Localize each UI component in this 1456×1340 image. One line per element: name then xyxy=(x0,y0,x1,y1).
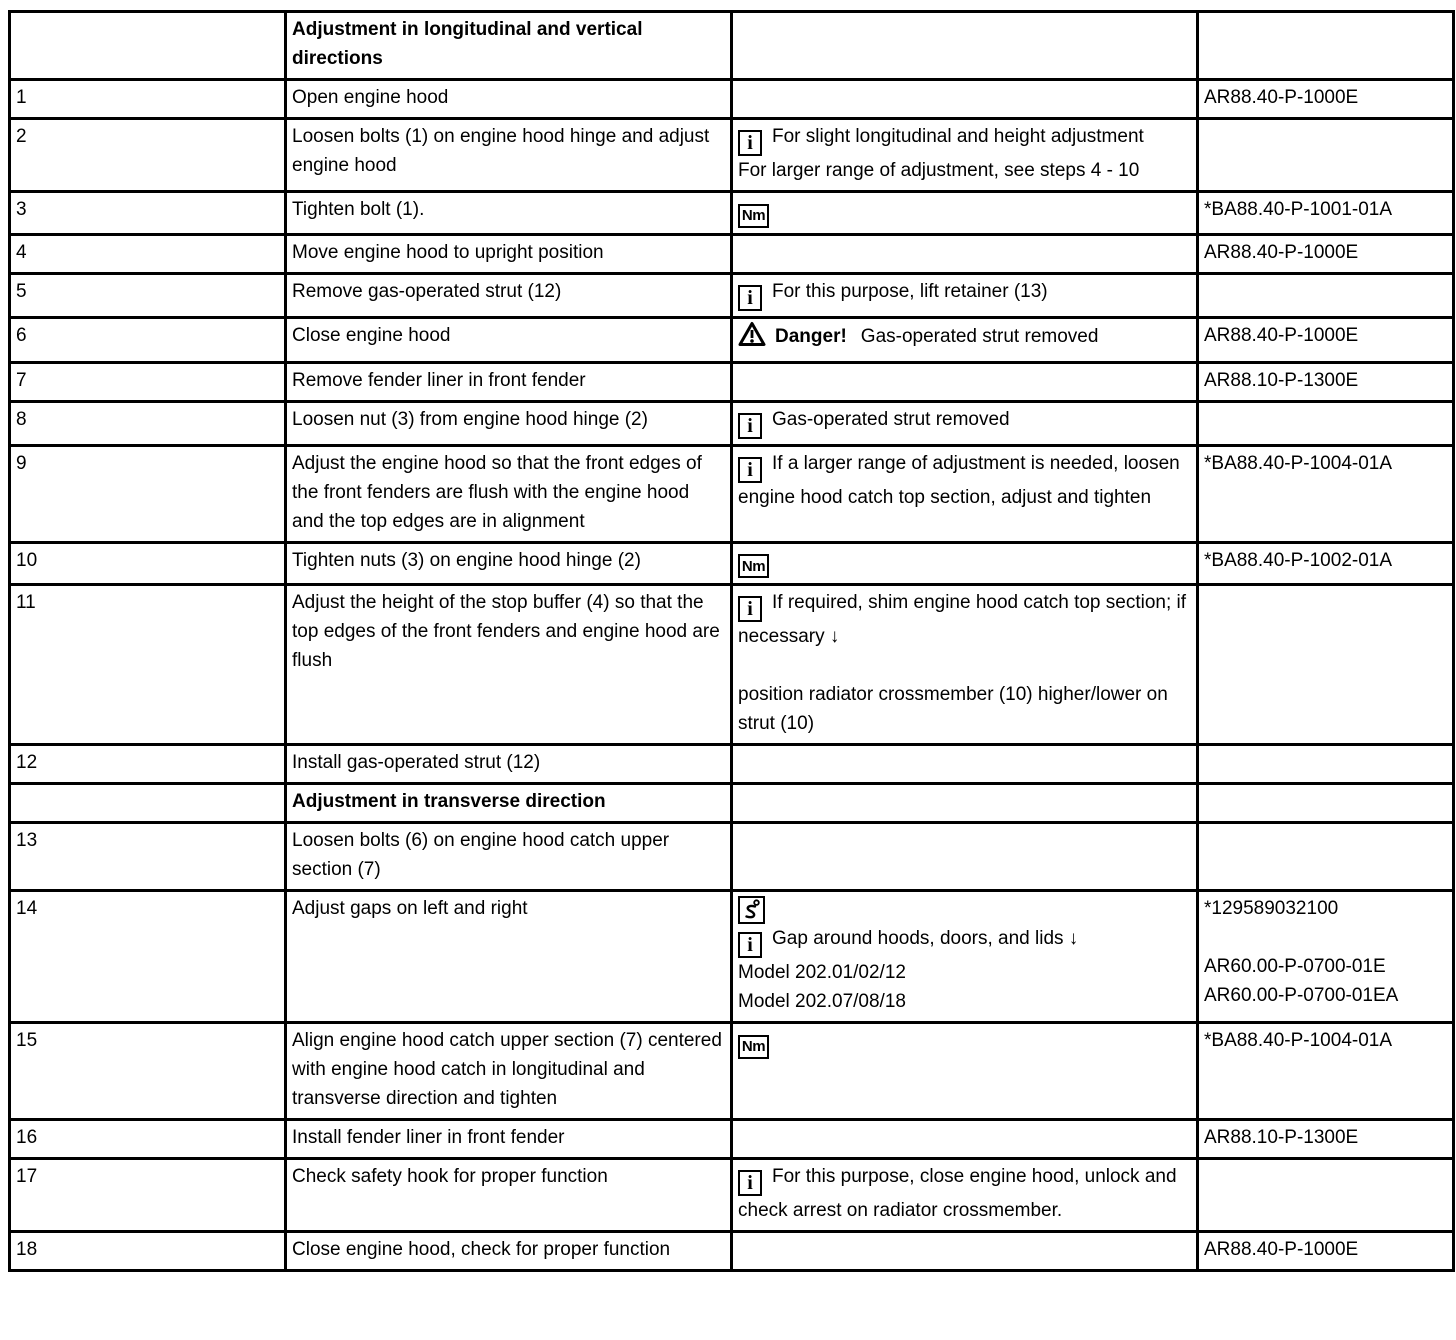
notes-cell xyxy=(732,585,1198,745)
notes-cell xyxy=(732,1232,1198,1271)
reference-cell xyxy=(1198,192,1454,235)
step-row xyxy=(10,1120,1454,1159)
notes-cell xyxy=(732,401,1198,445)
notes-cell xyxy=(732,1159,1198,1232)
step-number-cell: 12 xyxy=(10,745,286,784)
step-number-cell: 10 xyxy=(10,542,286,585)
step-row xyxy=(10,80,1454,119)
step-description-cell: Tighten bolt (1). xyxy=(286,192,732,235)
step-number-cell: 5 xyxy=(10,273,286,317)
reference-cell xyxy=(1198,445,1454,542)
reference-cell xyxy=(1198,12,1454,80)
step-row xyxy=(10,362,1454,401)
doc-reference: AR60.00-P-0700-01EA xyxy=(1204,985,1399,1006)
reference-cell xyxy=(1198,1023,1454,1120)
info-icon: i xyxy=(738,932,762,958)
reference-cell xyxy=(1198,119,1454,192)
note-line xyxy=(738,958,1190,987)
reference-cell xyxy=(1198,891,1454,1023)
note-line xyxy=(738,449,1190,512)
step-number-cell: 17 xyxy=(10,1159,286,1232)
reference-cell xyxy=(1198,745,1454,784)
reference-cell xyxy=(1198,784,1454,823)
doc-reference: AR88.40-P-1000E xyxy=(1204,324,1359,346)
doc-reference: AR88.10-P-1300E xyxy=(1204,1127,1359,1148)
step-description-cell: Align engine hood catch upper section (7) centered with engine hood catch in longitudinal and transverse direction and tighten xyxy=(286,1023,732,1120)
note-text: If required, shim engine hood catch top section; if necessary ↓ xyxy=(738,592,1187,647)
note-line xyxy=(738,651,1190,680)
notes-cell xyxy=(732,12,1198,80)
note-text: If a larger range of adjustment is needed, loosen engine hood catch top section, adjust and tighten xyxy=(738,452,1180,508)
doc-reference: *BA88.40-P-1004-01A xyxy=(1204,1030,1393,1051)
reference-cell xyxy=(1198,823,1454,891)
torque-nm-icon: Nm xyxy=(738,554,769,578)
step-number-cell: 6 xyxy=(10,317,286,362)
note-line xyxy=(738,924,1190,958)
note-line xyxy=(738,1162,1190,1225)
step-row xyxy=(10,745,1454,784)
reference-cell xyxy=(1198,1159,1454,1232)
note-line xyxy=(738,195,1190,228)
special-tool-icon xyxy=(738,896,765,924)
note-text: For this purpose, close engine hood, unlock and check arrest on radiator crossmember. xyxy=(738,1166,1177,1221)
notes-cell xyxy=(732,891,1198,1023)
notes-cell xyxy=(732,317,1198,362)
step-row xyxy=(10,1159,1454,1232)
info-icon: i xyxy=(738,130,762,156)
step-row xyxy=(10,445,1454,542)
note-line xyxy=(738,1026,1190,1059)
notes-cell xyxy=(732,234,1198,273)
step-row xyxy=(10,1232,1454,1271)
step-number-cell: 8 xyxy=(10,401,286,445)
reference-cell xyxy=(1198,401,1454,445)
step-number-cell: 11 xyxy=(10,585,286,745)
note-line xyxy=(738,546,1190,579)
step-description-cell: Install gas-operated strut (12) xyxy=(286,745,732,784)
reference-cell xyxy=(1198,542,1454,585)
doc-reference: *129589032100 xyxy=(1204,898,1339,919)
step-number-cell: 13 xyxy=(10,823,286,891)
torque-nm-icon: Nm xyxy=(738,204,769,228)
notes-cell xyxy=(732,362,1198,401)
note-line xyxy=(738,894,1190,924)
note-text: For larger range of adjustment, see steps 4 - 10 xyxy=(738,160,1140,181)
note-line xyxy=(738,588,1190,651)
notes-cell xyxy=(732,823,1198,891)
note-text: For slight longitudinal and height adjustment xyxy=(772,126,1144,147)
notes-cell xyxy=(732,119,1198,192)
step-number-cell: 18 xyxy=(10,1232,286,1271)
step-row xyxy=(10,823,1454,891)
reference-cell xyxy=(1198,273,1454,317)
procedure-table-body xyxy=(10,12,1454,1271)
note-text: Model 202.01/02/12 xyxy=(738,962,906,983)
notes-cell xyxy=(732,1023,1198,1120)
notes-cell xyxy=(732,192,1198,235)
note-line xyxy=(738,405,1190,439)
section-header-row xyxy=(10,784,1454,823)
info-icon: i xyxy=(738,1170,762,1196)
note-text: Gap around hoods, doors, and lids ↓ xyxy=(772,928,1079,949)
reference-cell xyxy=(1198,234,1454,273)
note-text: Model 202.07/08/18 xyxy=(738,991,906,1012)
step-number-cell: 7 xyxy=(10,362,286,401)
reference-cell xyxy=(1198,1120,1454,1159)
doc-reference: *BA88.40-P-1002-01A xyxy=(1204,549,1393,571)
step-description-cell: Remove gas-operated strut (12) xyxy=(286,273,732,317)
doc-reference xyxy=(1204,923,1446,952)
note-text: For this purpose, lift retainer (13) xyxy=(772,280,1048,302)
step-number-cell: 15 xyxy=(10,1023,286,1120)
section-title-cell: Adjustment in longitudinal and vertical directions xyxy=(286,12,732,80)
note-line xyxy=(738,680,1190,738)
notes-cell xyxy=(732,445,1198,542)
step-number-cell: 16 xyxy=(10,1120,286,1159)
notes-cell xyxy=(732,745,1198,784)
notes-cell xyxy=(732,784,1198,823)
doc-reference: *BA88.40-P-1001-01A xyxy=(1204,199,1393,220)
step-row xyxy=(10,119,1454,192)
info-icon: i xyxy=(738,596,762,622)
note-line xyxy=(738,987,1190,1016)
step-row xyxy=(10,192,1454,235)
step-number-cell xyxy=(10,12,286,80)
reference-cell xyxy=(1198,585,1454,745)
danger-warning-icon xyxy=(738,321,766,356)
torque-nm-icon: Nm xyxy=(738,1035,769,1059)
section-title-cell: Adjustment in transverse direction xyxy=(286,784,732,823)
doc-reference: AR88.10-P-1300E xyxy=(1204,369,1359,391)
step-number-cell: 14 xyxy=(10,891,286,1023)
step-row xyxy=(10,273,1454,317)
step-row xyxy=(10,1023,1454,1120)
step-row xyxy=(10,891,1454,1023)
step-row xyxy=(10,585,1454,745)
step-description-cell: Move engine hood to upright position xyxy=(286,234,732,273)
step-description-cell: Adjust gaps on left and right xyxy=(286,891,732,1023)
notes-cell xyxy=(732,273,1198,317)
step-description-cell: Loosen bolts (1) on engine hood hinge and adjust engine hood xyxy=(286,119,732,192)
doc-reference: AR88.40-P-1000E xyxy=(1204,241,1359,263)
step-description-cell: Close engine hood, check for proper function xyxy=(286,1232,732,1271)
step-row xyxy=(10,317,1454,362)
note-text: position radiator crossmember (10) higher/​lower on strut (10) xyxy=(738,684,1168,734)
notes-cell xyxy=(732,1120,1198,1159)
reference-cell xyxy=(1198,80,1454,119)
info-icon: i xyxy=(738,285,762,311)
info-icon: i xyxy=(738,457,762,483)
step-row xyxy=(10,234,1454,273)
step-row xyxy=(10,542,1454,585)
step-row xyxy=(10,401,1454,445)
procedure-table xyxy=(8,10,1455,1272)
info-icon: i xyxy=(738,413,762,439)
step-number-cell xyxy=(10,784,286,823)
step-description-cell: Adjust the height of the stop buffer (4) so that the top edges of the front fenders and engine hood are flush xyxy=(286,585,732,745)
doc-reference: *BA88.40-P-1004-01A xyxy=(1204,452,1393,474)
step-number-cell: 9 xyxy=(10,445,286,542)
note-text: Gas-operated strut removed xyxy=(772,408,1010,430)
reference-cell xyxy=(1198,317,1454,362)
notes-cell xyxy=(732,80,1198,119)
note-line xyxy=(738,122,1190,156)
doc-reference: AR88.40-P-1000E xyxy=(1204,1239,1359,1260)
step-description-cell: Remove fender liner in front fender xyxy=(286,362,732,401)
step-number-cell: 2 xyxy=(10,119,286,192)
note-line xyxy=(738,156,1190,185)
step-description-cell: Install fender liner in front fender xyxy=(286,1120,732,1159)
note-line xyxy=(738,277,1190,311)
step-number-cell: 1 xyxy=(10,80,286,119)
doc-reference: AR88.40-P-1000E xyxy=(1204,87,1359,108)
reference-cell xyxy=(1198,1232,1454,1271)
step-description-cell: Check safety hook for proper function xyxy=(286,1159,732,1232)
note-text: Gas-operated strut removed xyxy=(860,325,1099,347)
step-number-cell: 4 xyxy=(10,234,286,273)
step-description-cell: Close engine hood xyxy=(286,317,732,362)
step-number-cell: 3 xyxy=(10,192,286,235)
step-description-cell: Tighten nuts (3) on engine hood hinge (2) xyxy=(286,542,732,585)
step-description-cell: Adjust the engine hood so that the front edges of the front fenders are flush with the engine hood and the top edges are in alignment xyxy=(286,445,732,542)
danger-label: Danger! xyxy=(775,325,847,347)
reference-cell xyxy=(1198,362,1454,401)
doc-reference: AR60.00-P-0700-01E xyxy=(1204,956,1386,977)
notes-cell xyxy=(732,542,1198,585)
note-line xyxy=(738,321,1190,356)
step-description-cell: Loosen nut (3) from engine hood hinge (2) xyxy=(286,401,732,445)
step-description-cell: Open engine hood xyxy=(286,80,732,119)
section-header-row xyxy=(10,12,1454,80)
step-description-cell: Loosen bolts (6) on engine hood catch upper section (7) xyxy=(286,823,732,891)
